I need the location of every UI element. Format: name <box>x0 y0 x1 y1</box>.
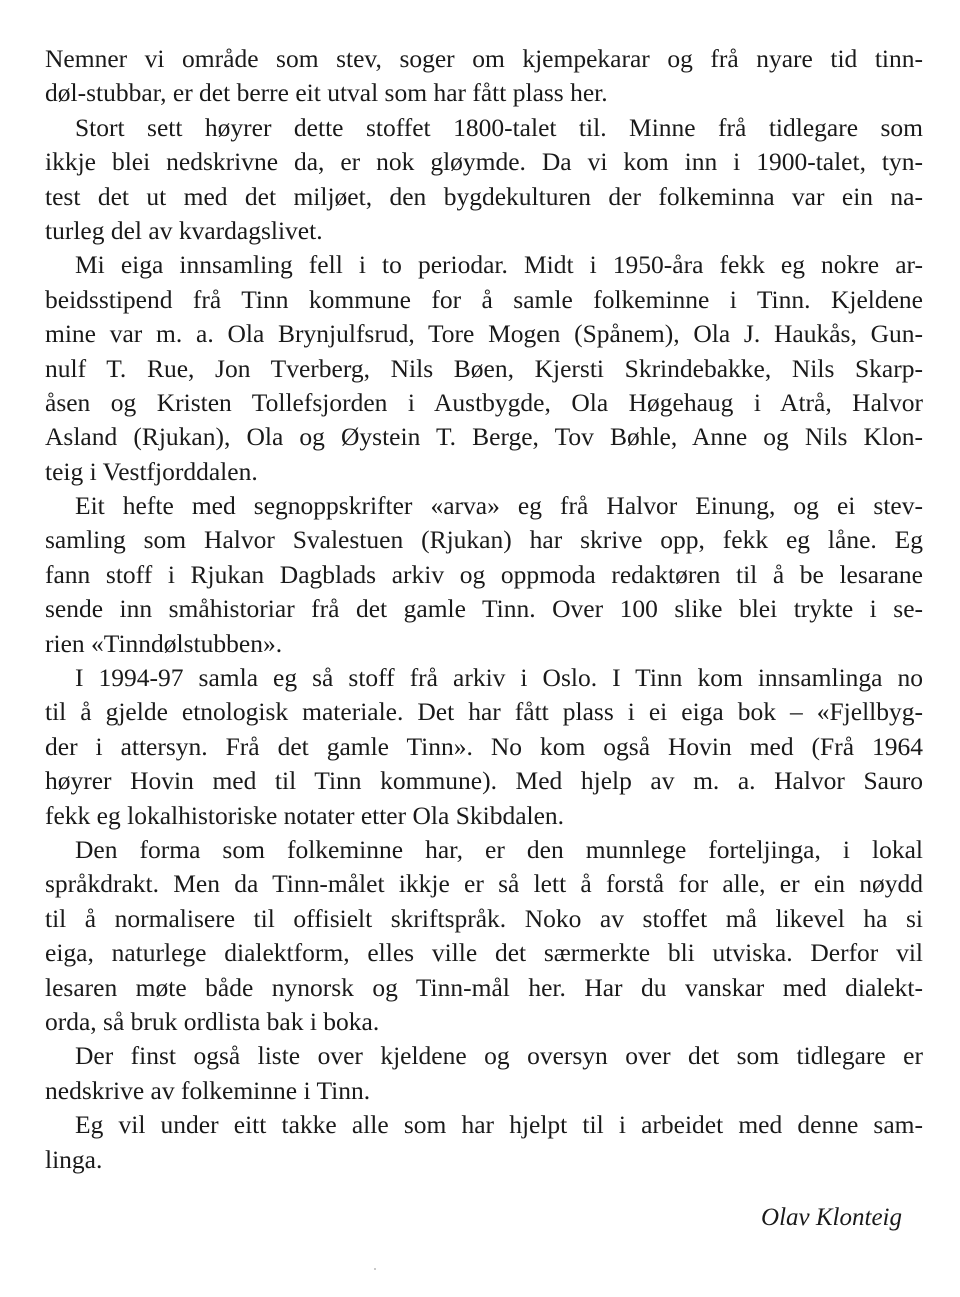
text-line: Eit hefte med segnoppskrifter «arva» eg frå Halvor Einung, og ei stev- <box>75 491 923 521</box>
text-line: I 1994-97 samla eg så stoff frå arkiv i Oslo. I Tinn kom innsamlinga no <box>75 663 923 693</box>
paragraph-5 <box>45 661 923 833</box>
text-line: åsen og Kristen Tollefsjorden i Austbygde, Ola Høgehaug i Atrå, Halvor <box>45 387 923 417</box>
text-line: samling som Halvor Svalestuen (Rjukan) har skrive opp, fekk eg låne. Eg <box>45 525 923 555</box>
text-line: turleg del av kvardagslivet. <box>45 215 323 245</box>
paragraph-2 <box>45 111 923 249</box>
text-line: beidsstipend frå Tinn kommune for å samle folkeminne i Tinn. Kjeldene <box>45 284 923 314</box>
paragraph-1 <box>45 42 923 111</box>
text-line: nulf T. Rue, Jon Tverberg, Nils Bøen, Kjersti Skrindebakke, Nils Skarp- <box>45 353 923 383</box>
text-line: lesaren møte både nynorsk og Tinn-mål her. Har du vanskar med dialekt- <box>45 972 923 1002</box>
paragraph-7 <box>45 1039 923 1108</box>
paragraph-3 <box>45 248 923 489</box>
text-line: Der finst også liste over kjeldene og oversyn over det som tidlegare er <box>75 1041 923 1071</box>
text-line: til å normalisere til offisielt skriftspråk. Noko av stoffet må likevel ha si <box>45 903 923 933</box>
text-line: Stort sett høyrer dette stoffet 1800-talet til. Minne frå tidlegare som <box>75 112 923 142</box>
body-text <box>45 42 923 1177</box>
text-line: språkdrakt. Men da Tinn-målet ikkje er så lett å forstå for alle, er ein nøydd <box>45 869 923 899</box>
text-line: linga. <box>45 1144 103 1174</box>
text-line: sende inn småhistoriar frå det gamle Tinn. Over 100 slike blei trykte i se- <box>45 594 923 624</box>
text-line: der i attersyn. Frå det gamle Tinn». No kom også Hovin med (Frå 1964 <box>45 731 923 761</box>
text-line: Eg vil under eitt takke alle som har hjelpt til i arbeidet med denne sam- <box>75 1110 923 1140</box>
text-line: høyrer Hovin med til Tinn kommune). Med hjelp av m. a. Halvor Sauro <box>45 766 923 796</box>
text-line: fann stoff i Rjukan Dagblads arkiv og oppmoda redaktøren til å be lesarane <box>45 559 923 589</box>
text-line: rien «Tinndølstubben». <box>45 628 283 658</box>
text-line: til å gjelde etnologisk materiale. Det har fått plass i ei eiga bok – «Fjellbyg- <box>45 697 923 727</box>
text-line: fekk eg lokalhistoriske notater etter Ola Skibdalen. <box>45 800 565 830</box>
text-line: nedskrive av folkeminne i Tinn. <box>45 1075 371 1105</box>
text-line: Den forma som folkeminne har, er den munnlege forteljinga, i lokal <box>75 834 923 864</box>
text-line: ikkje blei nedskrivne da, er nok gløymde. Da vi kom inn i 1900-talet, tyn- <box>45 147 923 177</box>
text-line: døl-stubbar, er det berre eit utval som har fått plass her. <box>45 78 608 108</box>
author-signature: Olav Klonteig <box>761 1204 902 1231</box>
text-line: teig i Vestfjorddalen. <box>45 456 258 486</box>
text-line: Nemner vi område som stev, soger om kjempekarar og frå nyare tid tinn- <box>45 44 923 73</box>
page-speck <box>374 1268 376 1270</box>
text-line: mine var m. a. Ola Brynjulfsrud, Tore Mogen (Spånem), Ola J. Haukås, Gun- <box>45 319 923 349</box>
paragraph-4 <box>45 489 923 661</box>
paragraph-6 <box>45 833 923 1039</box>
text-line: test det ut med det miljøet, den bygdekulturen der folkeminna var ein na- <box>45 181 923 211</box>
text-line: Asland (Rjukan), Ola og Øystein T. Berge, Tov Bøhle, Anne og Nils Klon- <box>45 422 923 452</box>
paragraph-8 <box>45 1108 923 1177</box>
text-line: orda, så bruk ordlista bak i boka. <box>45 1006 380 1036</box>
text-line: Mi eiga innsamling fell i to periodar. Midt i 1950-åra fekk eg nokre ar- <box>75 250 923 280</box>
text-line: eiga, naturlege dialektform, elles ville det særmerkte bli utviska. Derfor vil <box>45 938 923 968</box>
